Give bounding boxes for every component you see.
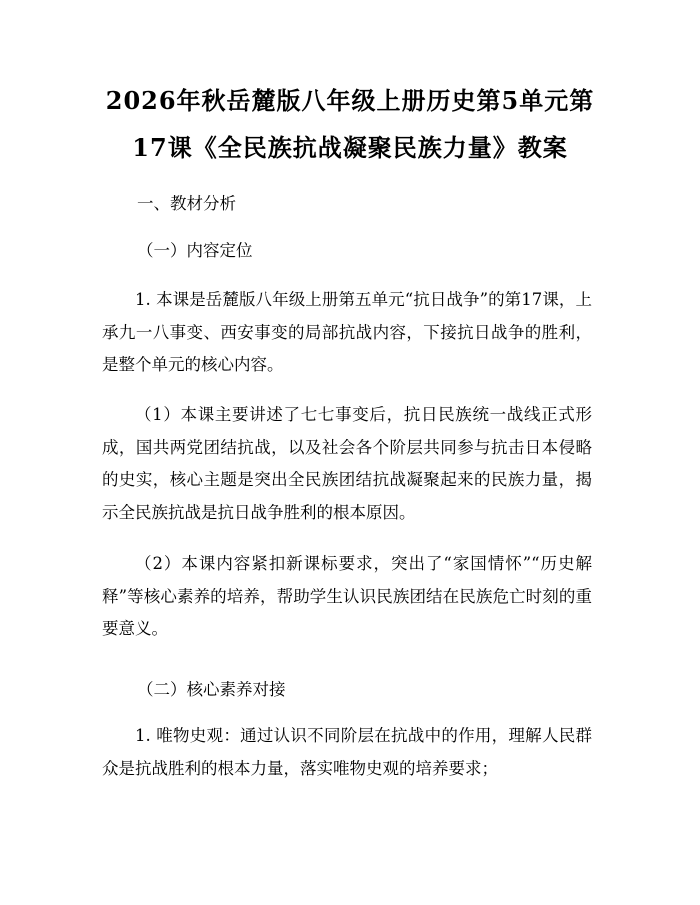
subsection-heading-core-literacy: （二）核心素养对接 (137, 680, 286, 699)
paragraph-curriculum-standards: （2）本课内容紧扣新课标要求，突出了“家国情怀”“历史解释”等核心素养的培养，帮助学生认识民族团结在民族危亡时刻的重要意义。 (102, 554, 592, 638)
section-heading-textbook-analysis: 一、教材分析 (137, 194, 236, 213)
paragraph-lesson-position: 1. 本课是岳麓版八年级上册第五单元“抗日战争”的第17课，上承九一八事变、西安事变的局部抗战内容，下接抗日战争的胜利，是整个单元的核心内容。 (102, 290, 592, 374)
document-title-line-2: 17课《全民族抗战凝聚民族力量》教案 (132, 133, 568, 162)
paragraph-historical-materialism: 1. 唯物史观：通过认识不同阶层在抗战中的作用，理解人民群众是抗战胜利的根本力量，落实唯物史观的培养要求； (102, 726, 592, 778)
subsection-heading-content-positioning: （一）内容定位 (137, 241, 253, 260)
document-title-line-1: 2026年秋岳麓版八年级上册历史第5单元第 (105, 86, 595, 115)
paragraph-main-content: （1）本课主要讲述了七七事变后，抗日民族统一战线正式形成，国共两党团结抗战，以及社会各个阶层共同参与抗击日本侵略的史实，核心主题是突出全民族团结抗战凝聚起来的民族力量，揭示全民族抗战是抗日战争胜利的根本原因。 (102, 405, 592, 522)
